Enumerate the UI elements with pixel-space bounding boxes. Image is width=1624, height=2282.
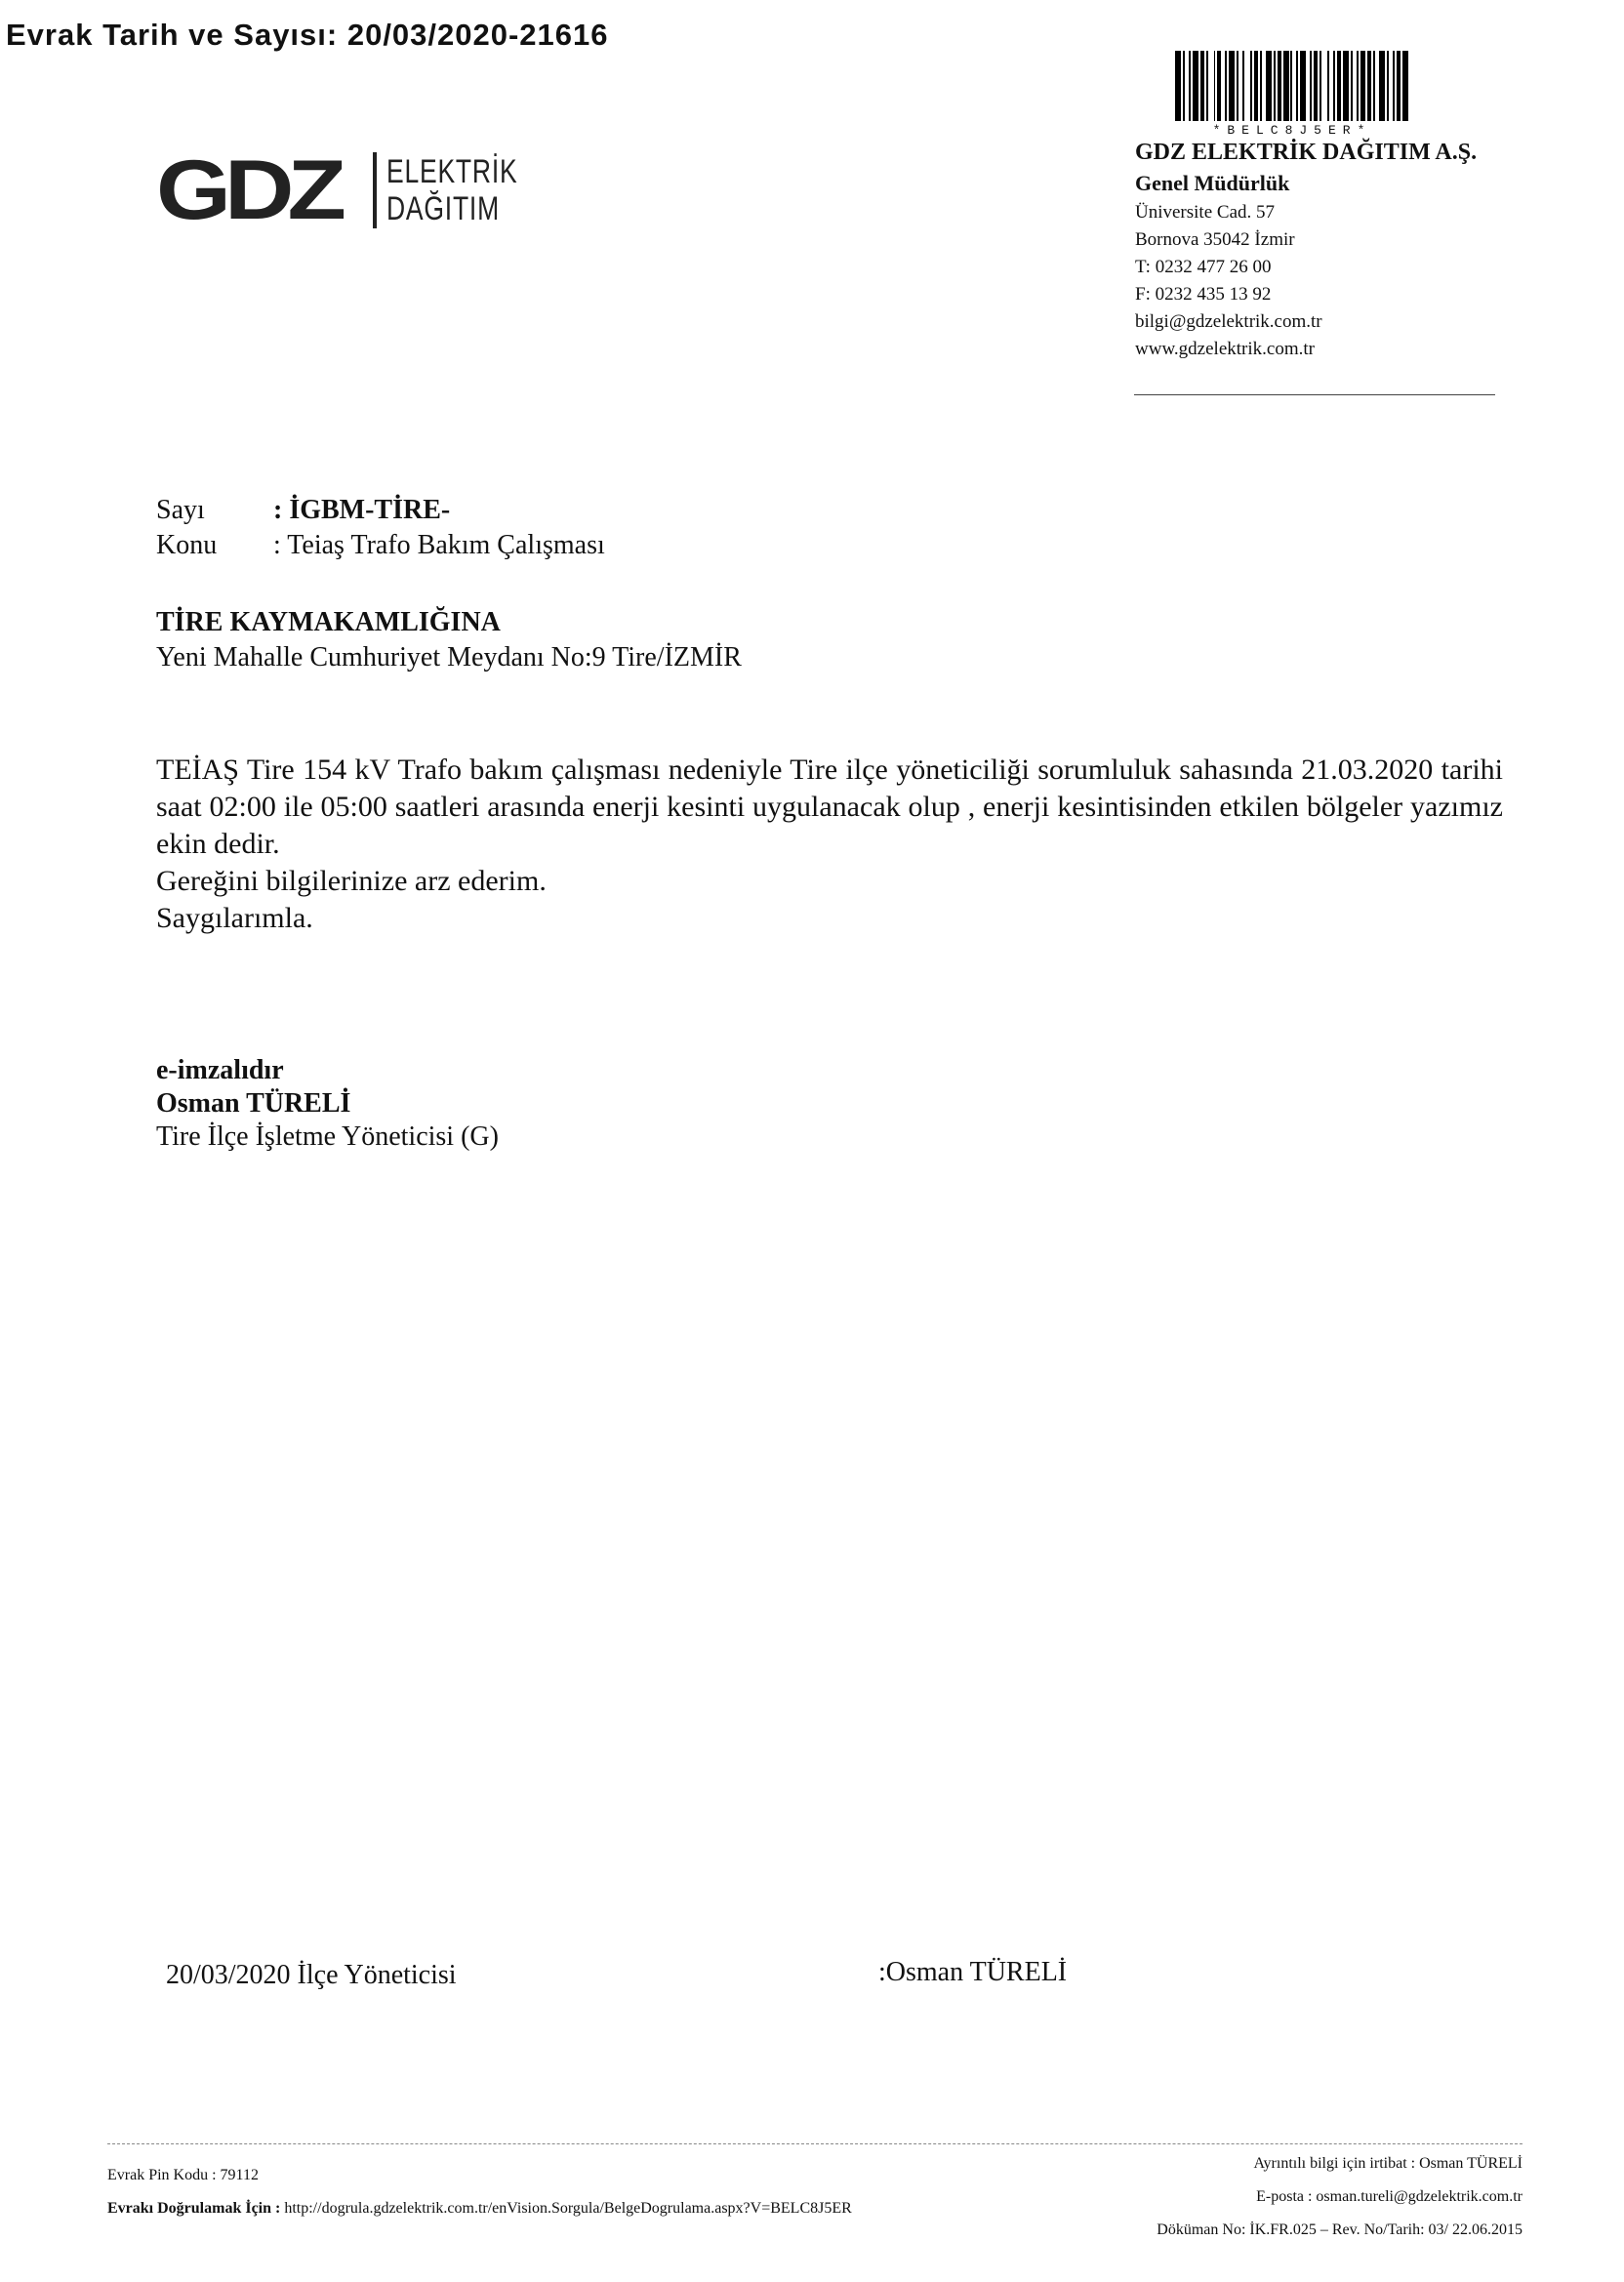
addressee-address: Yeni Mahalle Cumhuriyet Meydanı No:9 Tire/İZMİR [156, 642, 742, 672]
body-request: Gereğini bilgilerinize arz ederim. [156, 865, 547, 897]
approval-date-role: 20/03/2020 İlçe Yöneticisi [166, 1960, 457, 1990]
company-fax: F: 0232 435 13 92 [1135, 284, 1272, 305]
logo-line-1: ELEKTRİK [386, 153, 518, 190]
addressee [156, 605, 742, 675]
approval-name: :Osman TÜRELİ [878, 1957, 1068, 1987]
barcode [1175, 51, 1409, 121]
logo-words [386, 153, 517, 227]
sayi-label: Sayı [156, 495, 205, 525]
verify-url[interactable]: http://dogrula.gdzelektrik.com.tr/enVision.Sorgula/BelgeDogrulama.aspx?V=BELC8J5ER [284, 2200, 852, 2217]
company-phone: T: 0232 477 26 00 [1135, 257, 1272, 277]
contact-person: Ayrıntılı bilgi için irtibat : Osman TÜRELİ [1253, 2155, 1522, 2172]
document-number: Döküman No: İK.FR.025 – Rev. No/Tarih: 03/ 22.06.2015 [1157, 2221, 1522, 2238]
footer-left [107, 2159, 852, 2225]
contact-email: E-posta : osman.tureli@gdzelektrik.com.tr [1256, 2188, 1522, 2205]
company-unit: Genel Müdürlük [1135, 171, 1290, 195]
konu-label: Konu [156, 530, 218, 560]
gdz-logo [156, 143, 554, 237]
company-address-2: Bornova 35042 İzmir [1135, 229, 1295, 250]
document-date-number-stamp: Evrak Tarih ve Sayısı: 20/03/2020-21616 [6, 18, 609, 52]
body-paragraph: TEİAŞ Tire 154 kV Trafo bakım çalışması nedeniyle Tire ilçe yöneticiliği sorumluluk sahasında 21.03.2020 tarihi saat 02:00 ile 05:00 saatleri arasında enerji kesinti uygulanacak olup , enerji kesintisinden etkilen bölgeler yazımız ekin dedir. [156, 754, 1503, 860]
company-info [1135, 137, 1506, 363]
footer-divider [107, 2143, 1522, 2144]
company-divider [1134, 394, 1495, 395]
signature-block [156, 1054, 499, 1154]
sayi-value: : İGBM-TİRE- [273, 495, 451, 525]
logo-line-2: DAĞITIM [386, 190, 500, 227]
body-closing: Saygılarımla. [156, 902, 313, 934]
signer-title: Tire İlçe İşletme Yöneticisi (G) [156, 1121, 499, 1152]
company-email: bilgi@gdzelektrik.com.tr [1135, 311, 1322, 332]
logo-mark: GDZ [156, 143, 341, 237]
pin-code: Evrak Pin Kodu : 79112 [107, 2167, 259, 2183]
verify-label: Evrakı Doğrulamak İçin : [107, 2200, 281, 2217]
company-web: www.gdzelektrik.com.tr [1135, 339, 1315, 359]
addressee-name: TİRE KAYMAKAMLIĞINA [156, 607, 501, 637]
verify-line [107, 2192, 852, 2225]
signer-name: Osman TÜRELİ [156, 1088, 351, 1119]
barcode-text: *BELC8J5ER* [1212, 123, 1372, 138]
company-address-1: Üniversite Cad. 57 [1135, 202, 1276, 223]
konu-row [156, 529, 605, 562]
footer-right [976, 2147, 1522, 2247]
company-name: GDZ ELEKTRİK DAĞITIM A.Ş. [1135, 140, 1478, 165]
e-signature-note: e-imzalıdır [156, 1055, 284, 1085]
sayi-row [156, 494, 450, 527]
konu-value: : Teiaş Trafo Bakım Çalışması [273, 530, 605, 560]
logo-divider [373, 152, 377, 228]
letter-body [156, 752, 1503, 937]
